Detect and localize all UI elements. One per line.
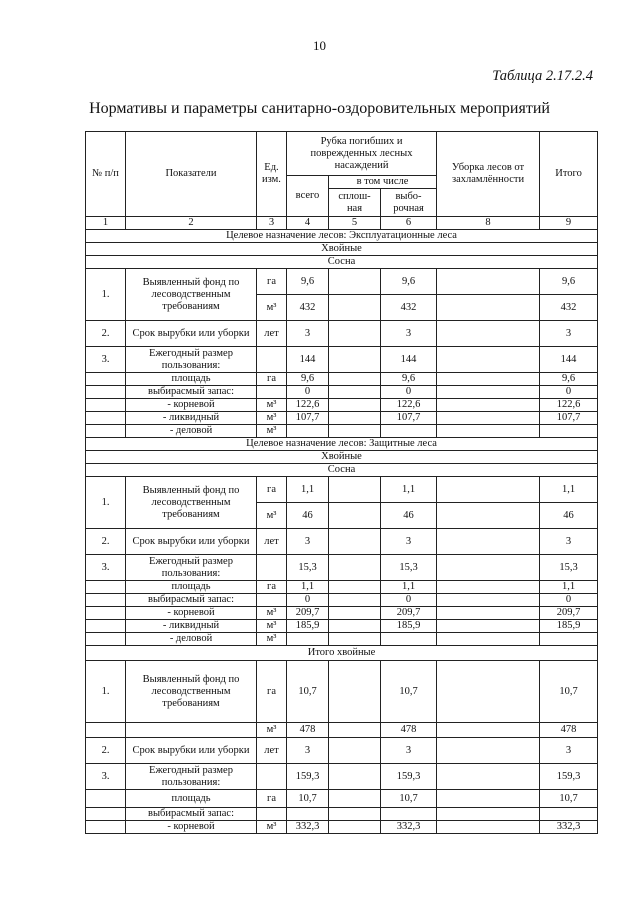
row-number [86, 723, 126, 738]
value-cell-c6: 10,7 [381, 790, 437, 808]
value-cell-c8 [437, 295, 540, 321]
value-cell-c6: 15,3 [381, 555, 437, 581]
value-cell-c8 [437, 633, 540, 646]
value-cell-c5 [329, 373, 381, 386]
table-row [86, 321, 598, 347]
unit-cell: га [257, 373, 287, 386]
unit-cell [257, 594, 287, 607]
value-cell-c4 [287, 425, 329, 438]
value-cell-c8 [437, 386, 540, 399]
value-cell-c4: 3 [287, 321, 329, 347]
indicator-label: выбирасмый запас: [126, 386, 257, 399]
unit-cell: м³ [257, 412, 287, 425]
value-cell-c9: 0 [540, 386, 598, 399]
col-number: 4 [287, 217, 329, 230]
value-cell-c4: 107,7 [287, 412, 329, 425]
header-cleanup: Уборка лесов от захламлённости [437, 132, 540, 217]
value-cell-c6: 0 [381, 386, 437, 399]
value-cell-c4 [287, 633, 329, 646]
value-cell-c8 [437, 764, 540, 790]
unit-cell [257, 764, 287, 790]
value-cell-c4: 478 [287, 723, 329, 738]
value-cell-c8 [437, 347, 540, 373]
table-row [86, 412, 598, 425]
value-cell-c6 [381, 633, 437, 646]
value-cell-c8 [437, 555, 540, 581]
value-cell-c9: 1,1 [540, 477, 598, 503]
value-cell-c8 [437, 821, 540, 834]
value-cell-c8 [437, 412, 540, 425]
header-felling: Рубка погибших и поврежденных лесных насаждений [287, 132, 437, 176]
value-cell-c8 [437, 269, 540, 295]
value-cell-c5 [329, 581, 381, 594]
header-num: № п/п [86, 132, 126, 217]
unit-cell: м³ [257, 425, 287, 438]
group-heading-row [86, 243, 598, 256]
row-number: 3. [86, 555, 126, 581]
value-cell-c4: 9,6 [287, 269, 329, 295]
header-indicator: Показатели [126, 132, 257, 217]
unit-cell: м³ [257, 633, 287, 646]
purpose-heading: Целевое назначение лесов: Эксплуатационные леса [86, 230, 598, 243]
unit-cell [257, 386, 287, 399]
value-cell-c8 [437, 425, 540, 438]
header-itogo: Итого [540, 132, 598, 217]
species-heading: Сосна [86, 464, 598, 477]
value-cell-c9: 478 [540, 723, 598, 738]
header-unit: Ед. изм. [257, 132, 287, 217]
value-cell-c4: 1,1 [287, 477, 329, 503]
value-cell-c5 [329, 412, 381, 425]
indicator-label: - ликвидный [126, 620, 257, 633]
value-cell-c5 [329, 477, 381, 503]
value-cell-c6: 185,9 [381, 620, 437, 633]
value-cell-c9: 10,7 [540, 790, 598, 808]
value-cell-c4: 185,9 [287, 620, 329, 633]
row-number: 1. [86, 269, 126, 321]
indicator-label: Выявленный фонд по лесоводственным требованиям [126, 477, 257, 529]
value-cell-c6: 432 [381, 295, 437, 321]
indicator-label: - корневой [126, 821, 257, 834]
value-cell-c6 [381, 425, 437, 438]
group-heading-row [86, 646, 598, 661]
table-row [86, 620, 598, 633]
value-cell-c5 [329, 386, 381, 399]
row-number [86, 821, 126, 834]
value-cell-c4: 10,7 [287, 661, 329, 723]
group-heading: Итого хвойные [86, 646, 598, 661]
row-number: 3. [86, 764, 126, 790]
unit-cell: м³ [257, 295, 287, 321]
value-cell-c5 [329, 620, 381, 633]
value-cell-c9: 9,6 [540, 269, 598, 295]
value-cell-c4: 122,6 [287, 399, 329, 412]
value-cell-c8 [437, 477, 540, 503]
value-cell-c9: 15,3 [540, 555, 598, 581]
value-cell-c6: 3 [381, 738, 437, 764]
col-number: 9 [540, 217, 598, 230]
unit-cell: лет [257, 321, 287, 347]
table-row [86, 723, 598, 738]
value-cell-c8 [437, 661, 540, 723]
purpose-heading: Целевое назначение лесов: Защитные леса [86, 438, 598, 451]
table-row [86, 477, 598, 503]
norms-table [85, 131, 598, 834]
value-cell-c4: 10,7 [287, 790, 329, 808]
value-cell-c9: 159,3 [540, 764, 598, 790]
table-row [86, 594, 598, 607]
unit-cell [257, 808, 287, 821]
row-number [86, 808, 126, 821]
unit-cell: м³ [257, 821, 287, 834]
indicator-label: - деловой [126, 633, 257, 646]
value-cell-c6: 9,6 [381, 373, 437, 386]
col-number: 5 [329, 217, 381, 230]
unit-cell: га [257, 581, 287, 594]
value-cell-c5 [329, 399, 381, 412]
unit-cell: га [257, 790, 287, 808]
value-cell-c5 [329, 425, 381, 438]
row-number: 3. [86, 347, 126, 373]
page-number: 10 [313, 38, 326, 53]
row-number [86, 399, 126, 412]
unit-cell: м³ [257, 399, 287, 412]
table-row [86, 790, 598, 808]
unit-cell: га [257, 477, 287, 503]
value-cell-c6: 3 [381, 321, 437, 347]
row-number: 1. [86, 661, 126, 723]
table-row [86, 555, 598, 581]
value-cell-c9: 122,6 [540, 399, 598, 412]
value-cell-c5 [329, 790, 381, 808]
value-cell-c5 [329, 633, 381, 646]
value-cell-c9: 46 [540, 503, 598, 529]
value-cell-c6: 10,7 [381, 661, 437, 723]
value-cell-c8 [437, 321, 540, 347]
value-cell-c4: 15,3 [287, 555, 329, 581]
indicator-label: Выявленный фонд по лесоводственным требованиям [126, 269, 257, 321]
group-heading: Хвойные [86, 451, 598, 464]
col-number: 1 [86, 217, 126, 230]
value-cell-c5 [329, 555, 381, 581]
indicator-label: площадь [126, 581, 257, 594]
value-cell-c4: 209,7 [287, 607, 329, 620]
value-cell-c6: 209,7 [381, 607, 437, 620]
purpose-heading-row [86, 230, 598, 243]
value-cell-c9 [540, 425, 598, 438]
value-cell-c9: 3 [540, 529, 598, 555]
table-row [86, 808, 598, 821]
value-cell-c4: 1,1 [287, 581, 329, 594]
value-cell-c9: 432 [540, 295, 598, 321]
row-number [86, 607, 126, 620]
value-cell-c5 [329, 821, 381, 834]
row-number: 2. [86, 738, 126, 764]
indicator-label: выбирасмый запас: [126, 594, 257, 607]
value-cell-c6: 159,3 [381, 764, 437, 790]
value-cell-c6: 122,6 [381, 399, 437, 412]
value-cell-c4: 144 [287, 347, 329, 373]
unit-cell: га [257, 269, 287, 295]
indicator-label: выбирасмый запас: [126, 808, 257, 821]
table-row [86, 269, 598, 295]
value-cell-c5 [329, 269, 381, 295]
table-row [86, 386, 598, 399]
table-row [86, 581, 598, 594]
indicator-label: Ежегодный размер пользования: [126, 347, 257, 373]
species-heading-row [86, 464, 598, 477]
table-row [86, 425, 598, 438]
indicator-label: - корневой [126, 399, 257, 412]
value-cell-c9: 185,9 [540, 620, 598, 633]
unit-cell: м³ [257, 607, 287, 620]
indicator-label: - ликвидный [126, 412, 257, 425]
unit-cell [257, 347, 287, 373]
row-number [86, 620, 126, 633]
purpose-heading-row [86, 438, 598, 451]
table-title: Нормативы и параметры санитарно-оздоровительных мероприятий [89, 100, 550, 117]
col-number: 2 [126, 217, 257, 230]
value-cell-c8 [437, 581, 540, 594]
value-cell-c5 [329, 764, 381, 790]
col-number: 3 [257, 217, 287, 230]
value-cell-c9: 3 [540, 738, 598, 764]
value-cell-c9: 9,6 [540, 373, 598, 386]
value-cell-c8 [437, 607, 540, 620]
unit-cell: м³ [257, 503, 287, 529]
indicator-label: Срок вырубки или уборки [126, 738, 257, 764]
species-heading-row [86, 256, 598, 269]
value-cell-c9: 1,1 [540, 581, 598, 594]
value-cell-c6: 9,6 [381, 269, 437, 295]
value-cell-c6: 107,7 [381, 412, 437, 425]
unit-cell: га [257, 661, 287, 723]
value-cell-c5 [329, 723, 381, 738]
indicator-label: Выявленный фонд по лесоводственным требованиям [126, 661, 257, 723]
value-cell-c8 [437, 808, 540, 821]
value-cell-c4: 46 [287, 503, 329, 529]
value-cell-c6: 46 [381, 503, 437, 529]
row-number: 1. [86, 477, 126, 529]
value-cell-c8 [437, 399, 540, 412]
value-cell-c6: 1,1 [381, 477, 437, 503]
table-row [86, 529, 598, 555]
unit-cell [257, 555, 287, 581]
value-cell-c5 [329, 808, 381, 821]
indicator-label: Ежегодный размер пользования: [126, 764, 257, 790]
value-cell-c4: 432 [287, 295, 329, 321]
table-row [86, 347, 598, 373]
table-row [86, 661, 598, 723]
value-cell-c9 [540, 808, 598, 821]
value-cell-c6: 0 [381, 594, 437, 607]
value-cell-c9: 0 [540, 594, 598, 607]
indicator-label: Ежегодный размер пользования: [126, 555, 257, 581]
value-cell-c4: 3 [287, 529, 329, 555]
value-cell-c8 [437, 620, 540, 633]
indicator-label: площадь [126, 790, 257, 808]
value-cell-c8 [437, 373, 540, 386]
value-cell-c6: 3 [381, 529, 437, 555]
table-row [86, 373, 598, 386]
row-number [86, 373, 126, 386]
species-heading: Сосна [86, 256, 598, 269]
value-cell-c9: 332,3 [540, 821, 598, 834]
indicator-label [126, 723, 257, 738]
value-cell-c6: 1,1 [381, 581, 437, 594]
table-row [86, 399, 598, 412]
value-cell-c8 [437, 529, 540, 555]
value-cell-c9: 10,7 [540, 661, 598, 723]
value-cell-c9 [540, 633, 598, 646]
value-cell-c5 [329, 607, 381, 620]
value-cell-c4: 9,6 [287, 373, 329, 386]
value-cell-c8 [437, 594, 540, 607]
row-number [86, 581, 126, 594]
row-number: 2. [86, 321, 126, 347]
value-cell-c5 [329, 661, 381, 723]
row-number [86, 386, 126, 399]
row-number [86, 633, 126, 646]
value-cell-c5 [329, 321, 381, 347]
header-including: в том числе [329, 176, 437, 189]
table-id: Таблица 2.17.2.4 [492, 68, 593, 84]
unit-cell: лет [257, 738, 287, 764]
indicator-label: Срок вырубки или уборки [126, 529, 257, 555]
value-cell-c4 [287, 808, 329, 821]
value-cell-c6: 144 [381, 347, 437, 373]
value-cell-c5 [329, 594, 381, 607]
unit-cell: лет [257, 529, 287, 555]
value-cell-c4: 0 [287, 386, 329, 399]
value-cell-c4: 3 [287, 738, 329, 764]
header-solid: сплош-ная [329, 189, 381, 217]
header-total-all: всего [287, 176, 329, 217]
value-cell-c9: 107,7 [540, 412, 598, 425]
row-number [86, 425, 126, 438]
value-cell-c5 [329, 529, 381, 555]
value-cell-c6: 478 [381, 723, 437, 738]
table-row [86, 764, 598, 790]
value-cell-c9: 3 [540, 321, 598, 347]
row-number [86, 790, 126, 808]
indicator-label: Срок вырубки или уборки [126, 321, 257, 347]
value-cell-c9: 144 [540, 347, 598, 373]
value-cell-c6: 332,3 [381, 821, 437, 834]
column-number-row [86, 217, 598, 230]
value-cell-c4: 332,3 [287, 821, 329, 834]
group-heading: Хвойные [86, 243, 598, 256]
unit-cell: м³ [257, 620, 287, 633]
table-row [86, 633, 598, 646]
row-number: 2. [86, 529, 126, 555]
table-row [86, 821, 598, 834]
value-cell-c5 [329, 295, 381, 321]
unit-cell: м³ [257, 723, 287, 738]
header-selective: выбо-рочная [381, 189, 437, 217]
value-cell-c6 [381, 808, 437, 821]
col-number: 6 [381, 217, 437, 230]
value-cell-c5 [329, 738, 381, 764]
col-number: 8 [437, 217, 540, 230]
value-cell-c8 [437, 738, 540, 764]
value-cell-c8 [437, 723, 540, 738]
table-row [86, 738, 598, 764]
value-cell-c4: 0 [287, 594, 329, 607]
table-row [86, 607, 598, 620]
value-cell-c9: 209,7 [540, 607, 598, 620]
indicator-label: - корневой [126, 607, 257, 620]
value-cell-c5 [329, 347, 381, 373]
value-cell-c4: 159,3 [287, 764, 329, 790]
indicator-label: - деловой [126, 425, 257, 438]
value-cell-c5 [329, 503, 381, 529]
indicator-label: площадь [126, 373, 257, 386]
row-number [86, 594, 126, 607]
group-heading-row [86, 451, 598, 464]
row-number [86, 412, 126, 425]
value-cell-c8 [437, 503, 540, 529]
value-cell-c8 [437, 790, 540, 808]
